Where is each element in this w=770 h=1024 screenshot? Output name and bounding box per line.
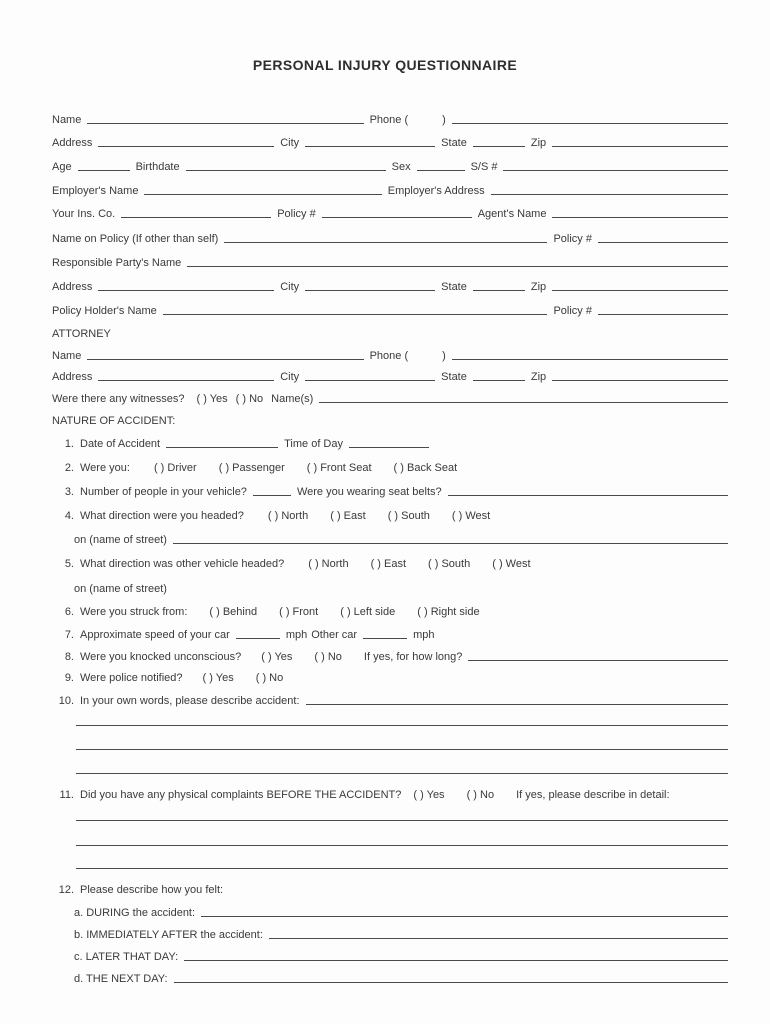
q12b-field[interactable] <box>269 928 728 939</box>
q12b-label: b. IMMEDIATELY AFTER the accident: <box>74 929 263 941</box>
policy-3-label: Policy # <box>553 305 592 317</box>
nature-heading: NATURE OF ACCIDENT: <box>52 415 176 427</box>
row-q6 <box>52 602 728 618</box>
q12-number: 12. <box>58 884 74 896</box>
q10-line-3[interactable] <box>76 749 728 750</box>
row-responsible-party <box>52 253 728 269</box>
q5-north-option[interactable]: ( ) North <box>308 558 349 570</box>
row-insurance <box>52 204 728 220</box>
q10-number: 10. <box>58 695 74 707</box>
row-name <box>52 110 728 126</box>
sex-label: Sex <box>391 161 411 173</box>
q4-south-option[interactable]: ( ) South <box>387 510 430 522</box>
q7-number: 7. <box>64 629 74 641</box>
q11-label: Did you have any physical complaints BEFORE THE ACCIDENT? <box>80 789 402 801</box>
address-field[interactable] <box>98 136 274 147</box>
row-q11 <box>52 785 728 801</box>
row-q12b <box>74 925 728 941</box>
row-q2 <box>52 458 728 474</box>
row-q12d <box>74 969 728 985</box>
q7-other-label: Other car <box>311 629 358 641</box>
row-q1 <box>52 434 728 450</box>
q11-number: 11. <box>59 789 74 801</box>
q10-line-4[interactable] <box>76 773 728 774</box>
q4-street-label: on (name of street) <box>74 534 167 546</box>
q11-yes-option[interactable]: ( ) Yes <box>413 789 445 801</box>
name-on-policy-label: Name on Policy (If other than self) <box>52 233 219 245</box>
attorney-state-field[interactable] <box>473 370 525 381</box>
state-field[interactable] <box>473 136 525 147</box>
q1-number: 1. <box>64 438 74 450</box>
q7-other-speed-field[interactable] <box>363 628 407 639</box>
row-attorney-heading <box>52 324 728 340</box>
q8-number: 8. <box>64 651 74 663</box>
policy-label: Policy # <box>277 208 316 220</box>
q12c-field[interactable] <box>184 950 728 961</box>
q1-time-field[interactable] <box>349 437 429 448</box>
policy-field[interactable] <box>322 207 472 218</box>
q4-label: What direction were you headed? <box>80 510 244 522</box>
q7-label: Approximate speed of your car <box>80 629 230 641</box>
name-on-policy-field[interactable] <box>224 232 547 243</box>
witnesses-no[interactable]: ( ) No <box>235 393 264 405</box>
attorney-city-label: City <box>280 371 300 383</box>
state-label: State <box>441 137 467 149</box>
q7-mph-label: mph <box>285 629 308 641</box>
q2-passenger-option[interactable]: ( ) Passenger <box>218 462 285 474</box>
attorney-zip-field[interactable] <box>552 370 728 381</box>
q12d-field[interactable] <box>174 972 728 983</box>
q2-number: 2. <box>64 462 74 474</box>
q9-no-option[interactable]: ( ) No <box>255 672 284 684</box>
q4-west-option[interactable]: ( ) West <box>451 510 491 522</box>
q5-street-label: on (name of street) <box>74 583 167 595</box>
state-2-label: State <box>441 281 467 293</box>
employer-address-field[interactable] <box>491 184 728 195</box>
q11-line-1[interactable] <box>76 820 728 821</box>
responsible-party-field[interactable] <box>187 256 728 267</box>
q3-label: Number of people in your vehicle? <box>80 486 247 498</box>
attorney-city-field[interactable] <box>305 370 435 381</box>
zip-2-field[interactable] <box>552 280 728 291</box>
state-2-field[interactable] <box>473 280 525 291</box>
q6-label: Were you struck from: <box>80 606 188 618</box>
employer-name-field[interactable] <box>144 184 381 195</box>
page-title: PERSONAL INJURY QUESTIONNAIRE <box>252 57 518 73</box>
zip-field[interactable] <box>552 136 728 147</box>
q8-how-long-label: If yes, for how long? <box>363 651 463 663</box>
policy-2-label: Policy # <box>553 233 592 245</box>
row-q7 <box>52 625 728 641</box>
row-witnesses <box>52 389 728 405</box>
ins-co-field[interactable] <box>121 207 271 218</box>
witnesses-yes[interactable]: ( ) Yes <box>196 393 228 405</box>
q12d-label: d. THE NEXT DAY: <box>74 973 168 985</box>
row-q5-street <box>74 579 494 595</box>
q6-right-side-option[interactable]: ( ) Right side <box>417 606 480 618</box>
attorney-name-field[interactable] <box>87 349 363 360</box>
city-2-label: City <box>280 281 300 293</box>
q4-north-option[interactable]: ( ) North <box>267 510 309 522</box>
responsible-party-label: Responsible Party's Name <box>52 257 182 269</box>
row-attorney-address <box>52 367 728 383</box>
q5-label: What direction was other vehicle headed? <box>80 558 285 570</box>
q8-label: Were you knocked unconscious? <box>80 651 242 663</box>
age-field[interactable] <box>78 160 130 171</box>
q2-front-seat-option[interactable]: ( ) Front Seat <box>306 462 372 474</box>
attorney-phone-field[interactable] <box>452 349 728 360</box>
q3-seatbelt-label: Were you wearing seat belts? <box>296 486 442 498</box>
ss-label: S/S # <box>470 161 498 173</box>
row-q9 <box>52 668 728 684</box>
zip-2-label: Zip <box>530 281 547 293</box>
q10-field[interactable] <box>306 694 728 705</box>
q4-east-option[interactable]: ( ) East <box>330 510 366 522</box>
q10-label: In your own words, please describe accident: <box>80 695 300 707</box>
q7-mph-2-label: mph <box>413 629 435 641</box>
q1-date-field[interactable] <box>166 437 278 448</box>
address-label: Address <box>52 137 93 149</box>
q8-no-option[interactable]: ( ) No <box>314 651 342 663</box>
row-policy-holder <box>52 301 728 317</box>
attorney-address-label: Address <box>52 371 93 383</box>
q11-no-option[interactable]: ( ) No <box>466 789 495 801</box>
city-2-field[interactable] <box>305 280 435 291</box>
q2-label: Were you: <box>80 462 130 474</box>
row-attorney-name <box>52 346 728 362</box>
city-label: City <box>280 137 300 149</box>
q6-left-side-option[interactable]: ( ) Left side <box>340 606 396 618</box>
row-address <box>52 133 728 149</box>
q6-behind-option[interactable]: ( ) Behind <box>209 606 258 618</box>
q4-street-field[interactable] <box>173 533 728 544</box>
attorney-heading: ATTORNEY <box>52 328 111 340</box>
q9-yes-option[interactable]: ( ) Yes <box>202 672 234 684</box>
row-age <box>52 157 728 173</box>
birthdate-field[interactable] <box>186 160 386 171</box>
name-label: Name <box>52 114 82 126</box>
q8-yes-option[interactable]: ( ) Yes <box>261 651 293 663</box>
witness-names-label: Name(s) <box>271 393 314 405</box>
q6-front-option[interactable]: ( ) Front <box>279 606 319 618</box>
phone-close: ) <box>442 114 446 126</box>
row-q3 <box>52 482 728 498</box>
birthdate-label: Birthdate <box>135 161 180 173</box>
attorney-name-label: Name <box>52 350 82 362</box>
q11-detail-label: If yes, please describe in detail: <box>516 789 670 801</box>
row-employer <box>52 181 728 197</box>
row-q5 <box>52 554 728 570</box>
zip-label: Zip <box>530 137 547 149</box>
address-2-field[interactable] <box>98 280 274 291</box>
attorney-zip-label: Zip <box>530 371 547 383</box>
q2-driver-option[interactable]: ( ) Driver <box>153 462 197 474</box>
q8-how-long-field[interactable] <box>468 650 728 661</box>
row-q4 <box>52 506 728 522</box>
city-field[interactable] <box>305 136 435 147</box>
employer-address-label: Employer's Address <box>387 185 485 197</box>
q4-number: 4. <box>64 510 74 522</box>
row-name-on-policy <box>52 229 728 245</box>
witnesses-label: Were there any witnesses? <box>52 393 185 405</box>
address-2-label: Address <box>52 281 93 293</box>
row-address-2 <box>52 277 728 293</box>
q9-number: 9. <box>64 672 74 684</box>
age-label: Age <box>52 161 72 173</box>
attorney-state-label: State <box>441 371 467 383</box>
q11-line-3[interactable] <box>76 868 728 869</box>
q12-label: Please describe how you felt: <box>80 884 224 896</box>
q1-time-label: Time of Day <box>284 438 343 450</box>
q10-line-2[interactable] <box>76 725 728 726</box>
q12c-label: c. LATER THAT DAY: <box>74 951 179 963</box>
row-q8 <box>52 647 728 663</box>
agents-name-label: Agent's Name <box>477 208 547 220</box>
q7-speed-field[interactable] <box>236 628 280 639</box>
policy-3-field[interactable] <box>598 304 728 315</box>
row-nature-heading <box>52 411 728 427</box>
attorney-phone-close: ) <box>442 350 446 362</box>
q3-number: 3. <box>64 486 74 498</box>
row-q12a <box>74 903 728 919</box>
row-q12 <box>52 880 728 896</box>
q3-seatbelt-field[interactable] <box>448 485 728 496</box>
q5-number: 5. <box>64 558 74 570</box>
q9-label: Were police notified? <box>80 672 183 684</box>
policy-2-field[interactable] <box>598 232 728 243</box>
q6-number: 6. <box>64 606 74 618</box>
q2-back-seat-option[interactable]: ( ) Back Seat <box>393 462 458 474</box>
agents-name-field[interactable] <box>552 207 728 218</box>
q5-east-option[interactable]: ( ) East <box>370 558 407 570</box>
ss-field[interactable] <box>503 160 728 171</box>
q12a-label: a. DURING the accident: <box>74 907 196 919</box>
sex-field[interactable] <box>417 160 465 171</box>
attorney-address-field[interactable] <box>98 370 274 381</box>
q1-date-label: Date of Accident <box>80 438 161 450</box>
row-q12c <box>74 947 728 963</box>
q5-south-option[interactable]: ( ) South <box>428 558 471 570</box>
q5-west-option[interactable]: ( ) West <box>492 558 531 570</box>
q11-line-2[interactable] <box>76 845 728 846</box>
attorney-phone-label: Phone ( <box>369 350 409 362</box>
ins-co-label: Your Ins. Co. <box>52 208 116 220</box>
phone-field[interactable] <box>452 113 728 124</box>
q12a-field[interactable] <box>201 906 728 917</box>
policy-holder-label: Policy Holder's Name <box>52 305 157 317</box>
row-q10 <box>52 691 728 707</box>
row-q4-street <box>74 530 728 546</box>
name-field[interactable] <box>87 113 363 124</box>
employer-name-label: Employer's Name <box>52 185 139 197</box>
q3-count-field[interactable] <box>253 485 291 496</box>
policy-holder-field[interactable] <box>163 304 548 315</box>
witness-names-field[interactable] <box>319 392 728 403</box>
phone-label: Phone ( <box>369 114 409 126</box>
